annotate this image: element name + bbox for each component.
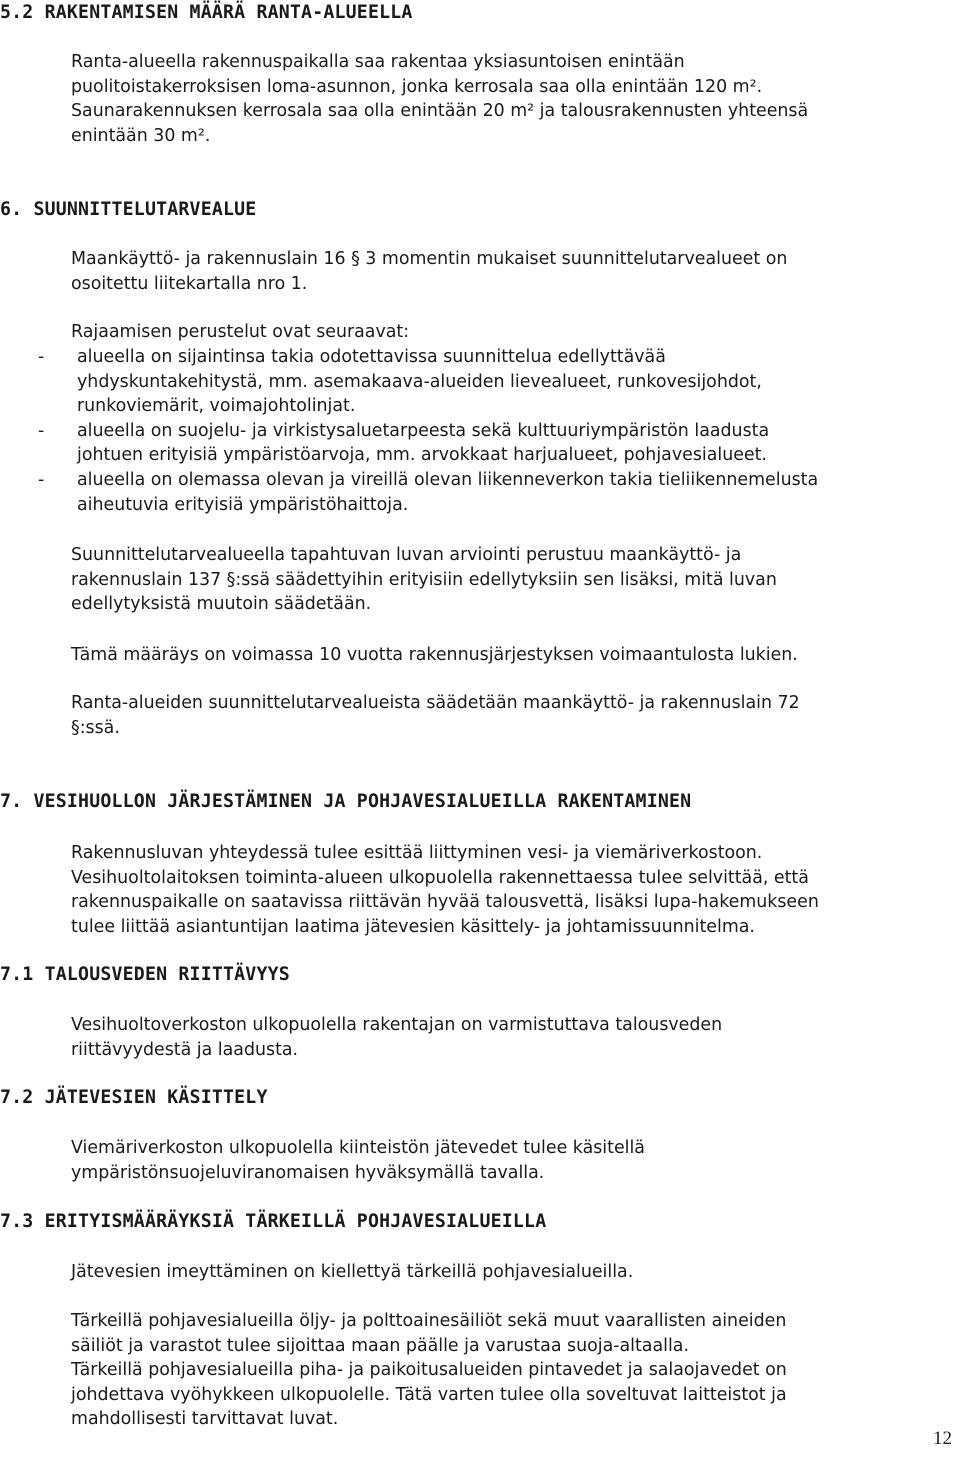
section-6-reasons-list bbox=[0, 345, 960, 517]
section-6-intro bbox=[71, 247, 787, 296]
text-line: Viemäriverkoston ulkopuolella kiinteistön jätevedet tulee käsitellä bbox=[71, 1138, 645, 1158]
section-7-2-text bbox=[71, 1136, 645, 1185]
text-line: tulee liittää asiantuntijan laatima jätevesien käsittely- ja johtamissuunnitelma. bbox=[71, 916, 755, 937]
text-line: aiheutuvia erityisiä ympäristöhaittoja. bbox=[77, 494, 409, 515]
text-line: Rakennusluvan yhteydessä tulee esittää liittyminen vesi- ja viemäriverkostoon. bbox=[71, 843, 763, 863]
text-line: Ranta-alueiden suunnittelutarvealueista säädetään maankäyttö- ja rakennuslain 72 bbox=[71, 693, 800, 713]
section-7-1-text bbox=[71, 1013, 722, 1062]
text-line: säiliöt ja varastot tulee sijoittaa maan päälle ja varustaa suoja-altaalla. bbox=[71, 1335, 689, 1356]
section-7-heading: 7. VESIHUOLLON JÄRJESTÄMINEN JA POHJAVESIALUEILLA RAKENTAMINEN bbox=[0, 791, 692, 812]
section-5-2-text bbox=[71, 50, 808, 148]
text-line: alueella on sijaintinsa takia odotettavissa suunnittelua edellyttävää bbox=[77, 347, 666, 367]
section-6-heading: 6. SUUNNITTELUTARVEALUE bbox=[0, 199, 257, 220]
text-line: Suunnittelutarvealueella tapahtuvan luvan arviointi perustuu maankäyttö- ja bbox=[71, 545, 742, 565]
text-line: johtuen erityisiä ympäristöarvoja, mm. arvokkaat harjualueet, pohjavesialueet. bbox=[77, 445, 767, 466]
text-line: Vesihuoltoverkoston ulkopuolella rakentajan on varmistuttava talousveden bbox=[71, 1015, 723, 1035]
text-line: rakennuslain 137 §:ssä säädettyihin erityisiin edellytyksiin sen lisäksi, mitä luvan bbox=[71, 569, 777, 590]
text-line: Maankäyttö- ja rakennuslain 16 § 3 momentin mukaiset suunnittelutarvealueet on bbox=[71, 249, 788, 269]
text-line: Tärkeillä pohjavesialueilla öljy- ja polttoainesäiliöt sekä muut vaarallisten aineiden bbox=[71, 1311, 787, 1331]
text-line: enintään 30 m². bbox=[71, 125, 211, 146]
text-line: Rajaamisen perustelut ovat seuraavat: bbox=[71, 322, 410, 342]
text-line: alueella on suojelu- ja virkistysaluetarpeesta sekä kulttuuriympäristön laadusta bbox=[77, 420, 770, 441]
section-7-3-storage bbox=[71, 1309, 787, 1432]
section-6-validity bbox=[71, 643, 798, 668]
text-line: yhdyskuntakehitystä, mm. asemakaava-alueiden lievealueet, runkovesijohdot, bbox=[77, 371, 762, 392]
list-item bbox=[0, 468, 960, 517]
text-line: Jätevesien imeyttäminen on kiellettyä tärkeillä pohjavesialueilla. bbox=[71, 1262, 634, 1282]
text-line: runkoviemärit, voimajohtolinjat. bbox=[77, 396, 356, 417]
text-line: Tämä määräys on voimassa 10 vuotta rakennusjärjestyksen voimaantulosta lukien. bbox=[71, 645, 798, 665]
text-line: ympäristönsuojeluviranomaisen hyväksymällä tavalla. bbox=[71, 1162, 545, 1183]
section-7-3-heading: 7.3 ERITYISMÄÄRÄYKSIÄ TÄRKEILLÄ POHJAVESIALUEILLA bbox=[0, 1211, 547, 1232]
text-line: riittävyydestä ja laadusta. bbox=[71, 1039, 299, 1060]
text-line: alueella on olemassa olevan ja vireillä olevan liikenneverkon takia tieliikennemelusta bbox=[77, 469, 819, 490]
bullet-dash: - bbox=[38, 469, 45, 490]
text-line: puolitoistakerroksisen loma-asunnon, jonka kerrosala saa olla enintään 120 m². bbox=[71, 76, 763, 97]
section-7-text bbox=[71, 841, 819, 939]
list-item bbox=[0, 419, 960, 468]
section-6-reasons-lead bbox=[71, 320, 409, 345]
text-line: edellytyksistä muutoin säädetään. bbox=[71, 594, 372, 615]
section-7-2-heading: 7.2 JÄTEVESIEN KÄSITTELY bbox=[0, 1087, 268, 1108]
text-line: Saunarakennuksen kerrosala saa olla enintään 20 m² ja talousrakennusten yhteensä bbox=[71, 101, 809, 122]
text-line: Vesihuoltolaitoksen toiminta-alueen ulkopuolella rakennettaessa tulee selvittää, että bbox=[71, 867, 809, 888]
bullet-dash: - bbox=[38, 420, 45, 441]
section-6-assessment bbox=[71, 543, 777, 617]
page-number: 12 bbox=[933, 1428, 952, 1449]
text-line: Tärkeillä pohjavesialueilla piha- ja paikoitusalueiden pintavedet ja salaojavedet on bbox=[71, 1360, 787, 1381]
section-7-1-heading: 7.1 TALOUSVEDEN RIITTÄVYYS bbox=[0, 964, 290, 985]
text-line: johdettava vyöhykkeen ulkopuolelle. Tätä varten tulee olla soveltuvat laitteistot ja bbox=[71, 1384, 787, 1405]
section-6-shore-note bbox=[71, 691, 800, 740]
section-5-2-heading: 5.2 RAKENTAMISEN MÄÄRÄ RANTA-ALUEELLA bbox=[0, 2, 413, 23]
text-line: rakennuspaikalle on saatavissa riittävän hyvää talousvettä, lisäksi lupa-hakemukseen bbox=[71, 892, 819, 913]
bullet-dash: - bbox=[38, 347, 45, 367]
text-line: §:ssä. bbox=[71, 717, 120, 738]
section-7-3-infiltration bbox=[71, 1260, 633, 1285]
text-line: osoitettu liitekartalla nro 1. bbox=[71, 273, 308, 294]
text-line: mahdollisesti tarvittavat luvat. bbox=[71, 1409, 339, 1430]
text-line: Ranta-alueella rakennuspaikalla saa rakentaa yksiasuntoisen enintään bbox=[71, 52, 685, 72]
list-item bbox=[0, 345, 960, 419]
